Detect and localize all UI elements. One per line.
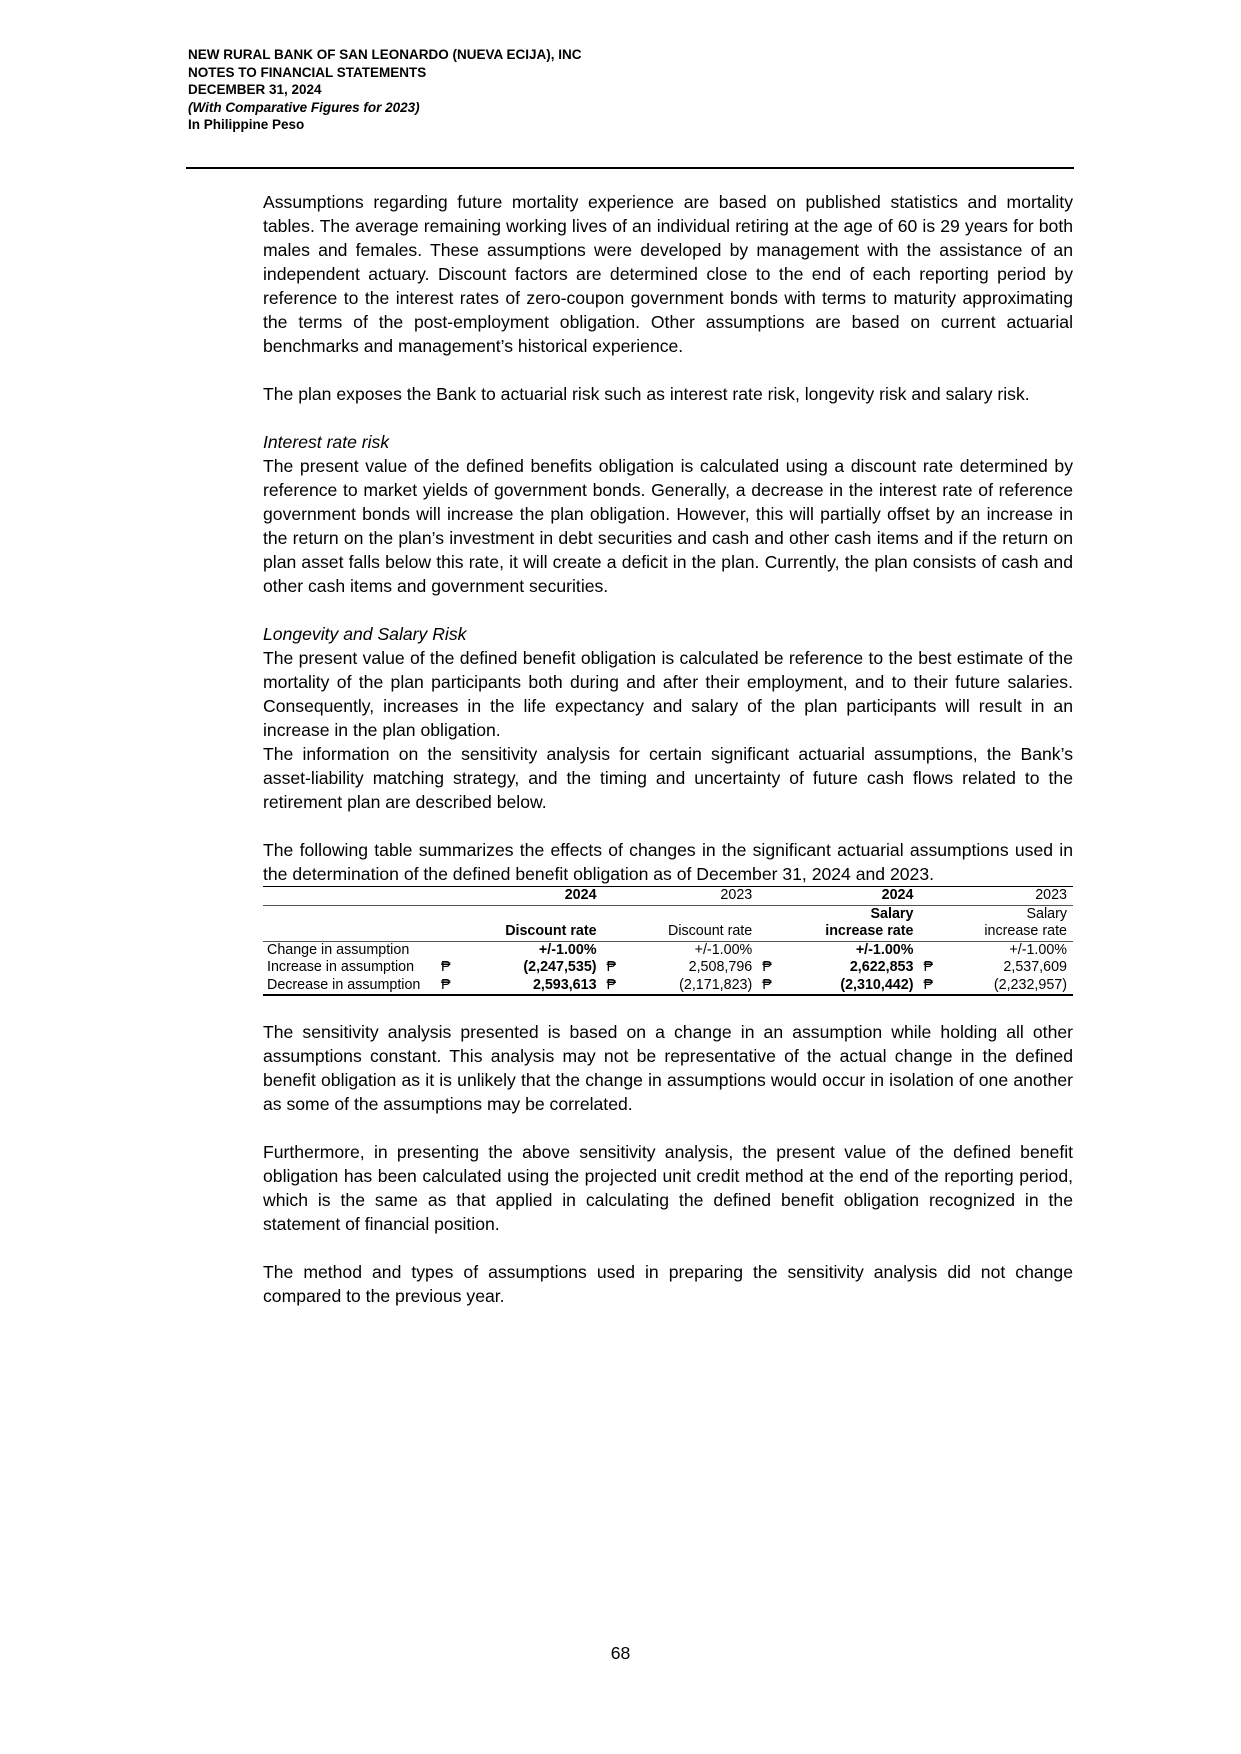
column-header: increase rate [786, 923, 919, 941]
peso-sign-icon: ₱ [762, 959, 772, 975]
paragraph-table-intro: The following table summarizes the effects of changes in the significant actuarial assumptions used in the determination of the defined benefit obligation as of December 31, 2024 and 2023. [263, 840, 1073, 884]
paragraph-sensitivity-basis: The sensitivity analysis presented is based on a change in an assumption while holding all other assumptions constant. This analysis may not be representative of the actual change in the defined benefit obligation as it is unlikely that the change in assumptions would occur in isolation of one another as some of the assumptions may be correlated. [263, 1022, 1073, 1114]
row-label: Change in assumption [267, 941, 410, 958]
table-row [263, 959, 1073, 977]
row-label: Increase in assumption [267, 959, 415, 975]
column-header: Discount rate [465, 923, 603, 941]
cell-value: +/-1.00% [1009, 941, 1067, 958]
company-name: NEW RURAL BANK OF SAN LEONARDO (NUEVA ECIJA), INC [188, 47, 582, 62]
header-divider [186, 167, 1074, 169]
column-header: increase rate [947, 923, 1073, 941]
peso-sign-icon: ₱ [441, 959, 451, 975]
column-header [465, 905, 603, 923]
row-label: Decrease in assumption [263, 977, 437, 996]
cell-value: (2,232,957) [947, 977, 1073, 996]
column-header: Salary [1026, 905, 1067, 922]
page-number: 68 [610, 1643, 631, 1663]
document-title: NOTES TO FINANCIAL STATEMENTS [188, 64, 427, 80]
statement-date: DECEMBER 31, 2024 [188, 82, 322, 97]
peso-sign-icon: ₱ [437, 977, 465, 996]
sensitivity-table [263, 886, 1073, 996]
cell-value: (2,171,823) [631, 977, 759, 996]
paragraph-sensitivity-info: The information on the sensitivity analysis for certain significant actuarial assumptions, the Bank’s asset-liability matching strategy, and the timing and uncertainty of future cash flows related to the retirement plan are described below. [263, 744, 1073, 812]
peso-sign-icon: ₱ [923, 959, 933, 975]
cell-value: 2,622,853 [849, 959, 914, 975]
cell-value: +/-1.00% [855, 941, 914, 958]
page-body [263, 190, 1073, 1308]
cell-value: +/-1.00% [694, 941, 753, 958]
peso-sign-icon: ₱ [758, 977, 786, 996]
paragraph-longevity-salary-risk: The present value of the defined benefit obligation is calculated be reference to the best estimate of the mortality of the plan participants both during and after their employment, and to their future salaries. Consequently, increases in the life expectancy and salary of the plan participants will result in an increase in the plan obligation. [263, 648, 1073, 740]
peso-sign-icon: ₱ [606, 959, 617, 975]
cell-value: 2,508,796 [688, 959, 753, 975]
paragraph-mortality-assumptions: Assumptions regarding future mortality experience are based on published statistics and mortality tables. The average remaining working lives of an individual retiring at the age of 60 is 29 years for both males and females. These assumptions were developed by management with the assistance of an independent actuary. Discount factors are determined close to the end of each reporting period by reference to the interest rates of zero-coupon government bonds with terms to maturity approximating the terms of the post-employment obligation. Other assumptions are based on current actuarial benchmarks and management’s historical experience. [263, 192, 1073, 356]
table-row [263, 941, 1073, 959]
column-header: Salary [870, 905, 914, 922]
table-row [263, 977, 1073, 996]
table-header-row-1 [263, 905, 1073, 923]
peso-sign-icon: ₱ [919, 977, 947, 996]
comparative-note: (With Comparative Figures for 2023) [188, 99, 420, 115]
paragraph-interest-rate-risk: The present value of the defined benefits obligation is calculated using a discount rate determined by reference to market yields of government bonds. Generally, a decrease in the interest rate of reference government bonds will increase the plan obligation. However, this will partially offset by an increase in the return on the plan’s investment in debt securities and cash and other cash items and if the return on plan asset falls below this rate, it will create a deficit in the plan. Currently, the plan consists of cash and other cash items and government securities. [263, 456, 1073, 596]
column-header: Discount rate [631, 923, 759, 941]
peso-sign-icon: ₱ [603, 977, 631, 996]
year-header: 2024 [786, 887, 919, 906]
table-year-row [263, 887, 1073, 906]
year-header: 2023 [631, 887, 759, 906]
year-header: 2023 [947, 887, 1073, 906]
heading-longevity-salary-risk: Longevity and Salary Risk [263, 624, 467, 644]
cell-value: (2,247,535) [523, 959, 597, 975]
cell-value: (2,310,442) [786, 977, 919, 996]
currency-note: In Philippine Peso [188, 117, 305, 132]
year-header: 2024 [465, 887, 603, 906]
column-header [631, 905, 759, 923]
paragraph-actuarial-risk: The plan exposes the Bank to actuarial risk such as interest rate risk, longevity risk and salary risk. [263, 384, 1030, 404]
heading-interest-rate-risk: Interest rate risk [263, 432, 390, 452]
cell-value: 2,537,609 [1003, 959, 1067, 975]
cell-value: 2,593,613 [465, 977, 603, 996]
paragraph-projected-unit-credit: Furthermore, in presenting the above sensitivity analysis, the present value of the defined benefit obligation has been calculated using the projected unit credit method at the end of the reporting period, which is the same as that applied in calculating the defined benefit obligation recognized in the statement of financial position. [263, 1142, 1073, 1234]
document-header [188, 46, 582, 134]
table-header-row-2 [263, 923, 1073, 941]
cell-value: +/-1.00% [538, 941, 597, 958]
paragraph-method-unchanged: The method and types of assumptions used in preparing the sensitivity analysis did not change compared to the previous year. [263, 1262, 1073, 1306]
